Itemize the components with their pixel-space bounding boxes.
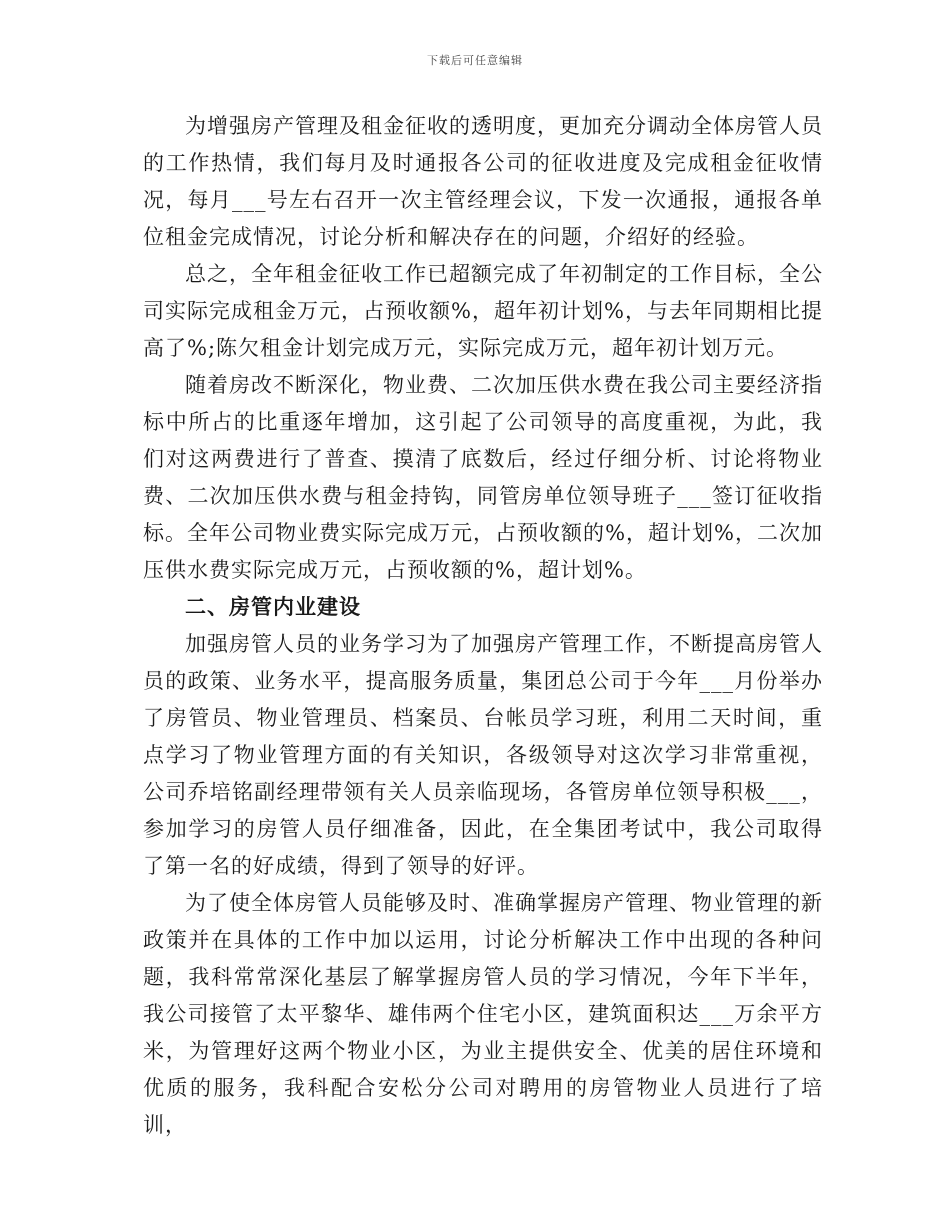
paragraph-rent-summary: 总之，全年租金征收工作已超额完成了年初制定的工作目标，全公司实际完成租金万元，占预收额%，超年初计划%，与去年同期相比提高了%;陈欠租金计划完成万元，实际完成万元，超年初计划万元。: [143, 262, 823, 360]
paragraph-policy-learning: 为了使全体房管人员能够及时、准确掌握房产管理、物业管理的新政策并在具体的工作中加以运用，讨论分析解决工作中出现的各种问题，我科常常深化基层了解掌握房管人员的学习情况，今年下半年，我公司接管了太平黎华、雄伟两个住宅小区，建筑面积达___万余平方米，为管理好这两个物业小区，为业主提供安全、优美的居住环境和优质的服务，我科配合安松分公司对聘用的房管物业人员进行了培训，: [143, 891, 823, 1137]
section-heading: 二、房管内业建设: [185, 595, 361, 619]
paragraph-staff-training: 加强房管人员的业务学习为了加强房产管理工作，不断提高房管人员的政策、业务水平，提高服务质量，集团总公司于今年___月份举办了房管员、物业管理员、档案员、台帐员学习班，利用二天时间，重点学习了物业管理方面的有关知识，各级领导对这次学习非常重视，公司乔培铭副经理带领有关人员亲临现场，各管房单位领导积极___，参加学习的房管人员仔细准备，因此，在全集团考试中，我公司取得了第一名的好成绩，得到了领导的好评。: [143, 632, 823, 878]
document-body: [143, 108, 823, 1144]
page-header-note: 下载后可任意编辑: [427, 54, 523, 67]
paragraph-rent-transparency: 为增强房产管理及租金征收的透明度，更加充分调动全体房管人员的工作热情，我们每月及时通报各公司的征收进度及完成租金征收情况，每月___号左右召开一次主管经理会议，下发一次通报，通报各单位租金完成情况，讨论分析和解决存在的问题，介绍好的经验。: [143, 114, 823, 249]
paragraph-property-fees: 随着房改不断深化，物业费、二次加压供水费在我公司主要经济指标中所占的比重逐年增加，这引起了公司领导的高度重视，为此，我们对这两费进行了普查、摸清了底数后，经过仔细分析、讨论将物业费、二次加压供水费与租金持钩，同管房单位领导班子___签订征收指标。全年公司物业费实际完成万元，占预收额的%，超计划%，二次加压供水费实际完成万元，占预收额的%，超计划%。: [143, 373, 823, 582]
